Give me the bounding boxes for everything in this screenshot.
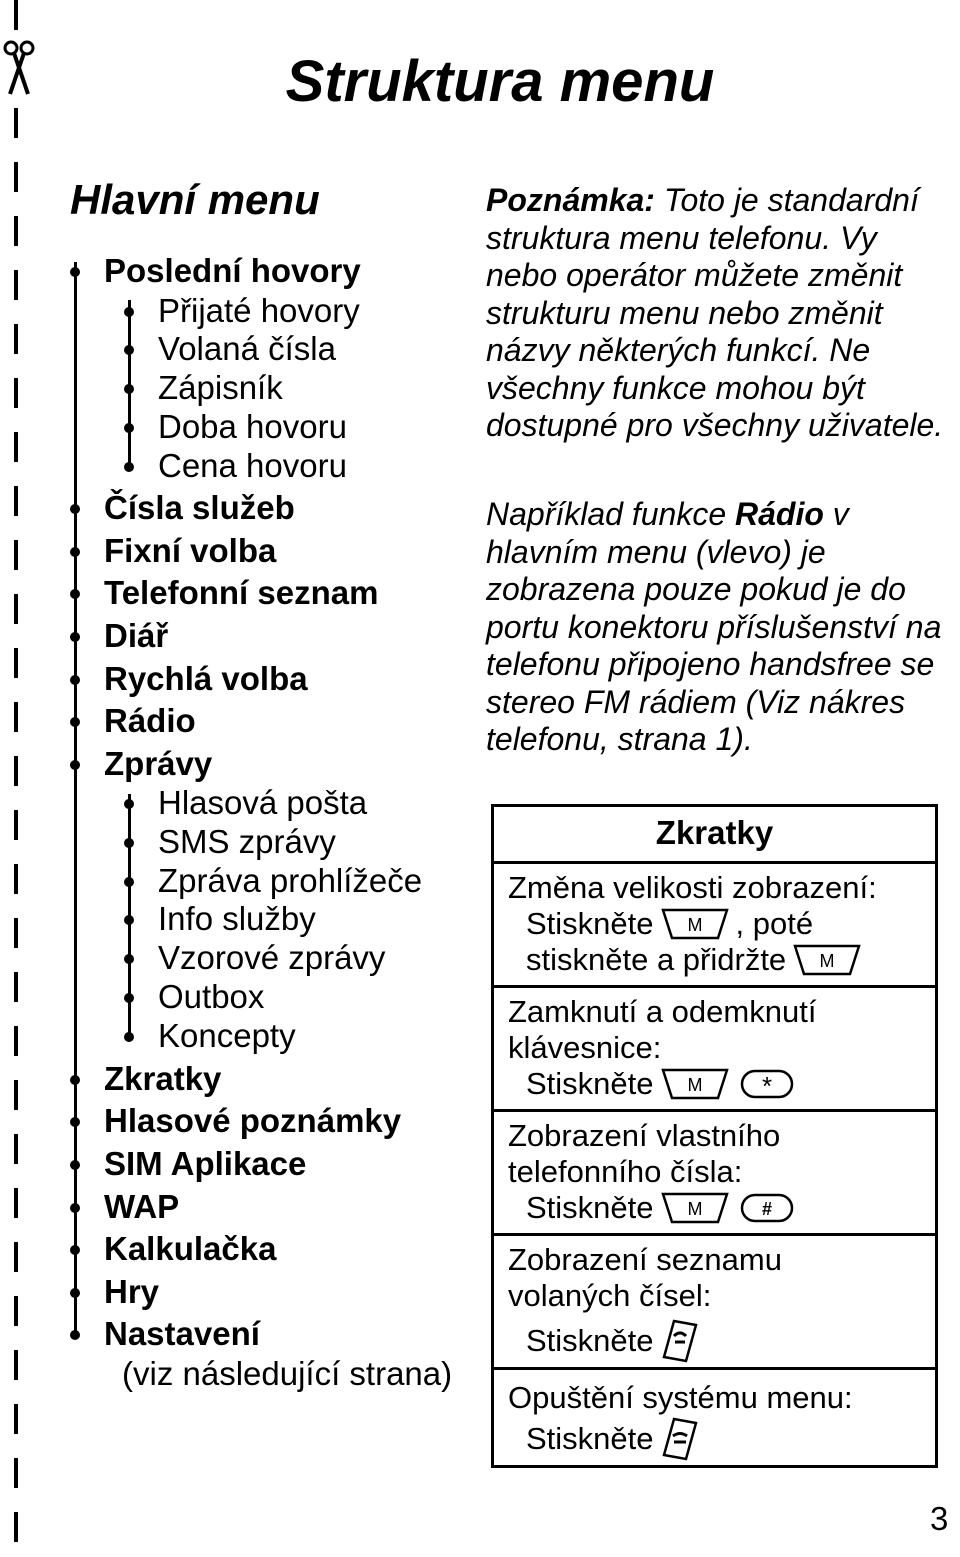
menu-footer-note: (viz následující strana)	[122, 1355, 453, 1392]
shortcut-change-size	[494, 864, 935, 988]
shortcut-step-text: stiskněte a přidržte	[526, 942, 787, 977]
shortcut-title: Opuštění systému menu:	[508, 1380, 853, 1415]
menu-item: Telefonní seznam	[104, 574, 379, 611]
note	[486, 182, 956, 445]
submenu-item: Přijaté hovory	[158, 292, 360, 329]
shortcut-step	[508, 1066, 935, 1102]
submenu-item: Info služby	[158, 900, 316, 937]
svg-text:M: M	[687, 915, 703, 935]
menu-item: Nastavení	[104, 1315, 260, 1352]
end-key-icon	[660, 1416, 700, 1462]
note-example-text: Například funkce	[486, 496, 736, 532]
menu-item: Zkratky	[104, 1060, 222, 1097]
submenu-item: Zápisník	[158, 369, 283, 406]
shortcut-dialed-list	[494, 1236, 935, 1370]
shortcut-step-text: Stiskněte	[526, 906, 654, 941]
hash-key-icon	[736, 1190, 798, 1226]
page-title: Struktura menu	[285, 49, 715, 114]
note-label: Poznámka:	[486, 182, 655, 218]
shortcut-exit-menu	[494, 1370, 935, 1470]
svg-text:*: *	[761, 1071, 772, 1101]
shortcut-step-text: Stiskněte	[526, 1421, 654, 1456]
shortcuts-header: Zkratky	[494, 807, 935, 864]
shortcut-own-number	[494, 1112, 935, 1236]
shortcuts-table	[491, 804, 938, 1468]
menu-item: Fixní volba	[104, 532, 277, 569]
menu-item: Zprávy	[104, 745, 213, 782]
shortcut-title: Změna velikosti zobrazení:	[508, 870, 877, 905]
shortcut-step	[508, 906, 935, 942]
shortcut-step	[508, 1318, 935, 1364]
shortcut-step-after: , poté	[735, 906, 814, 941]
svg-text:M: M	[687, 1075, 703, 1095]
shortcut-title: telefonního čísla:	[508, 1154, 743, 1189]
submenu-item: Cena hovoru	[158, 447, 347, 484]
shortcut-step	[508, 1416, 935, 1462]
svg-text:M: M	[687, 1199, 703, 1219]
menu-item: Diář	[104, 617, 169, 654]
shortcut-title: volaných čísel:	[508, 1278, 712, 1313]
note-example-rest: v hlavním menu (vlevo) je zobrazena pouze pokud je do portu konektoru příslušenství na telefonu připojeno handsfree se stereo FM rádiem (Viz nákres telefonu, strana 1).	[486, 496, 942, 757]
menu-tree-line	[74, 262, 77, 1336]
note-example	[486, 496, 956, 759]
menu-item: Čísla služeb	[104, 489, 295, 526]
submenu-item: Zpráva prohlížeče	[158, 862, 423, 899]
menu-key-icon	[660, 1066, 730, 1102]
submenu-item: SMS zprávy	[158, 823, 336, 860]
svg-text:M: M	[819, 951, 835, 971]
shortcut-step-text: Stiskněte	[526, 1323, 654, 1358]
menu-item: Rychlá volba	[104, 660, 308, 697]
submenu-tree-line	[128, 794, 131, 1038]
note-text: Toto je standardní struktura menu telefonu. Vy nebo operátor můžete změnit strukturu menu nebo změnit názvy některých funkcí. Ne všechny funkce mohou být dostupné pro všechny uživatele.	[486, 182, 944, 443]
submenu-item: Volaná čísla	[158, 330, 336, 367]
star-key-icon	[736, 1066, 798, 1102]
send-key-icon	[660, 1318, 700, 1364]
shortcut-title: klávesnice:	[508, 1030, 662, 1065]
menu-item: Hry	[104, 1273, 160, 1310]
menu-item: WAP	[104, 1188, 180, 1225]
shortcut-step	[508, 1190, 935, 1226]
submenu-item: Koncepty	[158, 1017, 296, 1054]
page-number: 3	[930, 1500, 949, 1537]
submenu-item: Doba hovoru	[158, 408, 347, 445]
shortcut-title: Zamknutí a odemknutí	[508, 994, 817, 1029]
menu-item: SIM Aplikace	[104, 1145, 307, 1182]
svg-text:#: #	[761, 1199, 772, 1219]
submenu-item: Vzorové zprávy	[158, 939, 386, 976]
menu-key-icon	[660, 906, 730, 942]
submenu-item: Outbox	[158, 978, 265, 1015]
menu-item: Poslední hovory	[104, 252, 361, 289]
shortcut-title: Zobrazení seznamu	[508, 1242, 782, 1277]
menu-item: Rádio	[104, 702, 196, 739]
menu-key-icon	[660, 1190, 730, 1226]
submenu-item: Hlasová pošta	[158, 784, 368, 821]
note-example-bold: Rádio	[735, 496, 824, 532]
shortcut-title: Zobrazení vlastního	[508, 1118, 781, 1153]
menu-item: Kalkulačka	[104, 1230, 277, 1267]
menu-item: Hlasové poznámky	[104, 1102, 402, 1139]
shortcut-step-text: Stiskněte	[526, 1066, 654, 1101]
shortcut-step-text: Stiskněte	[526, 1190, 654, 1225]
shortcut-step	[508, 942, 935, 978]
cut-line	[14, 0, 18, 1557]
submenu-tree-line	[128, 300, 131, 468]
main-menu-heading: Hlavní menu	[70, 176, 320, 223]
menu-key-icon	[792, 942, 862, 978]
shortcut-keypad-lock	[494, 988, 935, 1112]
